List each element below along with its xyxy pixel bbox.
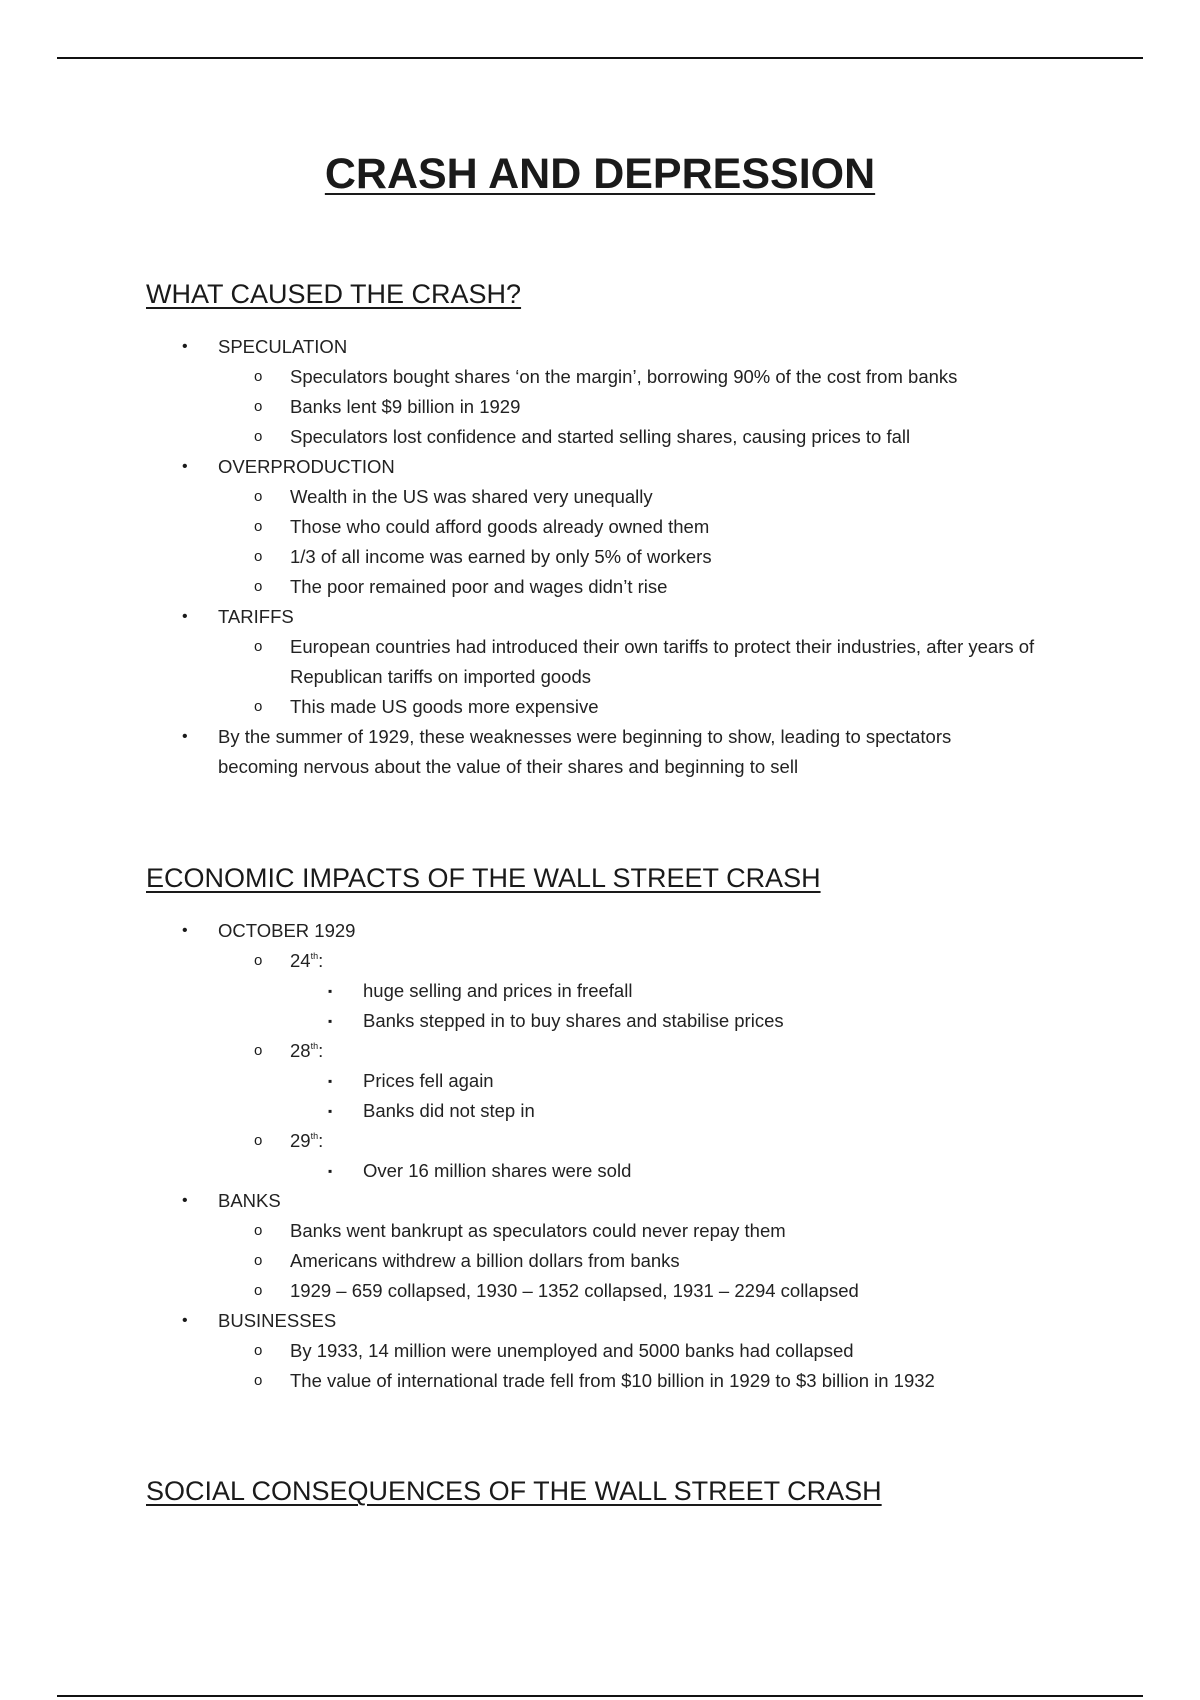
section-heading: ECONOMIC IMPACTS OF THE WALL STREET CRASH [146,863,821,893]
list-subitem-text: The value of international trade fell from $10 billion in 1929 to $3 billion in 1932 [290,1370,935,1392]
bullet-icon: • [182,728,188,746]
list-item-tariffs [0,602,1200,632]
list-subitem-text: The poor remained poor and wages didn’t rise [290,576,668,598]
day-number: 29 [290,1130,311,1152]
list-subitem-text: By 1933, 14 million were unemployed and 5000 banks had collapsed [290,1340,854,1362]
day-colon: : [318,1130,324,1152]
square-bullet-icon: ▪ [328,1104,333,1119]
section-social-consequences [0,1475,1200,1507]
circle-bullet-icon: o [254,698,263,716]
list-subitem-text: 1/3 of all income was earned by only 5% of workers [290,546,712,568]
page-title: CRASH AND DEPRESSION [324,150,876,198]
list-subsubitem [0,1066,1200,1096]
list-subitem [0,632,1200,692]
circle-bullet-icon: o [254,1132,263,1150]
list-item-label: By the summer of 1929, these weaknesses were beginning to show, leading to spectators becoming nervous about the value of their shares and beginning to sell [218,726,952,778]
top-rule [57,57,1143,59]
list-item-overproduction [0,452,1200,482]
square-bullet-icon: ▪ [328,1014,333,1029]
circle-bullet-icon: o [254,488,263,506]
list-item-label: OVERPRODUCTION [218,456,395,478]
day-colon: : [318,1040,324,1062]
list-item-label: OCTOBER 1929 [218,920,356,942]
list-subitem [0,1336,1200,1366]
day-suffix: th [310,951,319,962]
circle-bullet-icon: o [254,548,263,566]
square-bullet-icon: ▪ [328,1164,333,1179]
economic-list [0,916,1200,1396]
circle-bullet-icon: o [254,578,263,596]
day-colon: : [318,950,324,972]
list-subitem-text: Those who could afford goods already owned them [290,516,710,538]
list-subsubitem [0,1156,1200,1186]
bullet-icon: • [182,922,188,940]
list-subsubitem [0,1006,1200,1036]
list-subitem-day [0,946,1200,976]
event-text: Banks did not step in [363,1100,535,1122]
list-subitem-day [0,1036,1200,1066]
circle-bullet-icon: o [254,428,263,446]
circle-bullet-icon: o [254,368,263,386]
circle-bullet-icon: o [254,398,263,416]
list-subitem-text: Banks went bankrupt as speculators could never repay them [290,1220,786,1242]
list-subitem-text: This made US goods more expensive [290,696,599,718]
list-subitem [0,422,1200,452]
square-bullet-icon: ▪ [328,984,333,999]
circle-bullet-icon: o [254,1282,263,1300]
list-subitem-text: Americans withdrew a billion dollars from banks [290,1250,680,1272]
list-subitem-text: Wealth in the US was shared very unequally [290,486,653,508]
list-subitem [0,1366,1200,1396]
list-item-label: SPECULATION [218,336,348,358]
bullet-icon: • [182,338,188,356]
list-item-speculation [0,332,1200,362]
event-text: Banks stepped in to buy shares and stabilise prices [363,1010,784,1032]
day-number: 28 [290,1040,311,1062]
list-subitem [0,482,1200,512]
list-subitem [0,1216,1200,1246]
list-subitem [0,692,1200,722]
list-subitem-text: European countries had introduced their own tariffs to protect their industries, after years of Republican tariffs on imported goods [290,636,1035,688]
list-subitem-text: Speculators lost confidence and started selling shares, causing prices to fall [290,426,911,448]
list-item-october-1929 [0,916,1200,946]
bullet-icon: • [182,458,188,476]
causes-list [0,332,1200,782]
event-text: huge selling and prices in freefall [363,980,633,1002]
event-text: Over 16 million shares were sold [363,1160,632,1182]
list-subsubitem [0,976,1200,1006]
circle-bullet-icon: o [254,952,263,970]
day-suffix: th [310,1041,319,1052]
list-item-label: BANKS [218,1190,281,1212]
event-text: Prices fell again [363,1070,494,1092]
list-subitem-text: Banks lent $9 billion in 1929 [290,396,521,418]
list-subitem-text: Speculators bought shares ‘on the margin’, borrowing 90% of the cost from banks [290,366,958,388]
list-subitem [0,362,1200,392]
circle-bullet-icon: o [254,518,263,536]
section-what-caused-the-crash [0,278,1200,782]
bullet-icon: • [182,1192,188,1210]
list-item-label: BUSINESSES [218,1310,337,1332]
circle-bullet-icon: o [254,1042,263,1060]
circle-bullet-icon: o [254,638,263,656]
list-subitem [0,512,1200,542]
list-subitem [0,1276,1200,1306]
circle-bullet-icon: o [254,1342,263,1360]
circle-bullet-icon: o [254,1222,263,1240]
section-heading: SOCIAL CONSEQUENCES OF THE WALL STREET CRASH [146,1476,882,1506]
day-number: 24 [290,950,311,972]
list-subitem [0,572,1200,602]
list-subitem [0,542,1200,572]
section-economic-impacts [0,862,1200,1396]
list-item-banks [0,1186,1200,1216]
list-subitem [0,1246,1200,1276]
bottom-rule [57,1695,1143,1697]
list-subsubitem [0,1096,1200,1126]
list-item-label: TARIFFS [218,606,294,628]
bullet-icon: • [182,608,188,626]
circle-bullet-icon: o [254,1372,263,1390]
list-item-summary [0,722,1200,782]
square-bullet-icon: ▪ [328,1074,333,1089]
bullet-icon: • [182,1312,188,1330]
list-subitem-text: 1929 – 659 collapsed, 1930 – 1352 collapsed, 1931 – 2294 collapsed [290,1280,859,1302]
circle-bullet-icon: o [254,1252,263,1270]
day-suffix: th [310,1131,319,1142]
list-item-businesses [0,1306,1200,1336]
list-subitem-day [0,1126,1200,1156]
section-heading: WHAT CAUSED THE CRASH? [146,279,522,309]
list-subitem [0,392,1200,422]
